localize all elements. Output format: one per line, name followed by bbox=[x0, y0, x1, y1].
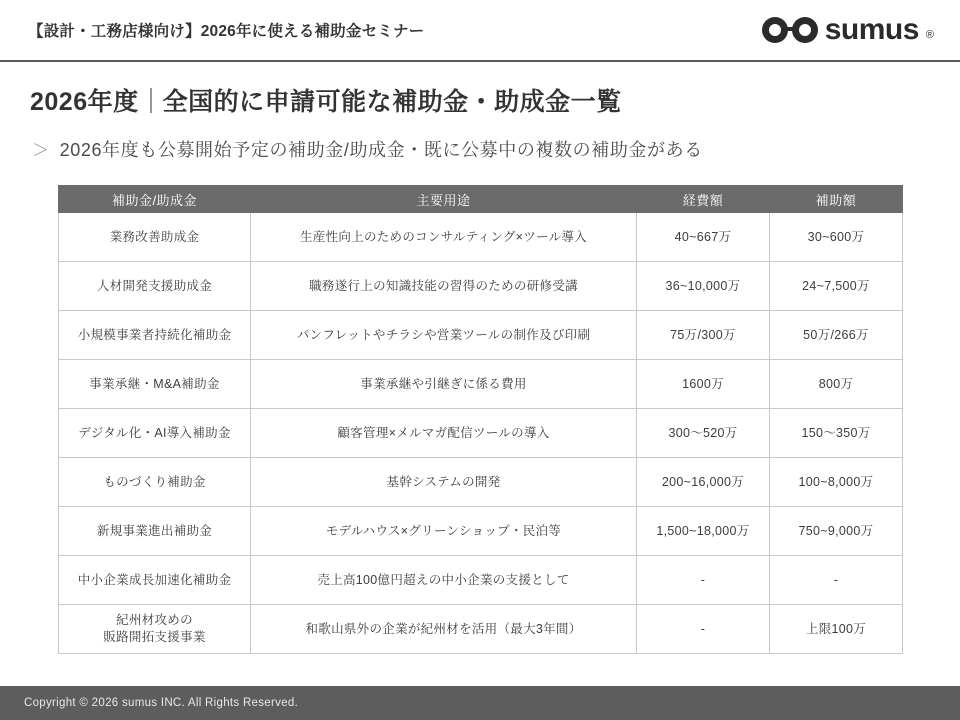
cell-grant-use: 職務遂行上の知識技能の習得のための研修受講 bbox=[251, 262, 637, 311]
cell-grant-name: 業務改善助成金 bbox=[59, 213, 251, 262]
cell-grant-cost: - bbox=[637, 605, 770, 654]
cell-grant-use: 事業承継や引継ぎに係る費用 bbox=[251, 360, 637, 409]
cell-grant-name: 新規事業進出補助金 bbox=[59, 507, 251, 556]
cell-grant-use: 売上高100億円超えの中小企業の支援として bbox=[251, 556, 637, 605]
glasses-logo-icon bbox=[762, 17, 818, 43]
table-row bbox=[59, 213, 903, 262]
cell-grant-cost: 36~10,000万 bbox=[637, 262, 770, 311]
cell-grant-amount: 150〜350万 bbox=[770, 409, 903, 458]
cell-grant-amount: 800万 bbox=[770, 360, 903, 409]
cell-grant-use: モデルハウス×グリーンショップ・民泊等 bbox=[251, 507, 637, 556]
grants-table bbox=[58, 185, 903, 654]
cell-grant-cost: 75万/300万 bbox=[637, 311, 770, 360]
grants-table-container bbox=[58, 185, 902, 654]
table-row bbox=[59, 262, 903, 311]
slide-footer bbox=[0, 686, 960, 720]
header-title: 【設計・工務店様向け】2026年に使える補助金セミナー bbox=[28, 23, 425, 40]
cell-grant-name: 事業承継・M&A補助金 bbox=[59, 360, 251, 409]
cell-grant-amount: 50万/266万 bbox=[770, 311, 903, 360]
table-row bbox=[59, 458, 903, 507]
cell-grant-use: パンフレットやチラシや営業ツールの制作及び印刷 bbox=[251, 311, 637, 360]
cell-grant-name: 中小企業成長加速化補助金 bbox=[59, 556, 251, 605]
table-row bbox=[59, 507, 903, 556]
cell-grant-name-line2: 販路開拓支援事業 bbox=[103, 630, 206, 644]
cell-grant-cost: 1,500~18,000万 bbox=[637, 507, 770, 556]
cell-grant-amount: - bbox=[770, 556, 903, 605]
column-header-amount: 補助額 bbox=[770, 186, 903, 213]
page-subtitle bbox=[32, 136, 703, 162]
cell-grant-name: ものづくり補助金 bbox=[59, 458, 251, 507]
cell-grant-name: デジタル化・AI導入補助金 bbox=[59, 409, 251, 458]
cell-grant-cost: - bbox=[637, 556, 770, 605]
cell-grant-amount: 30~600万 bbox=[770, 213, 903, 262]
cell-grant-amount: 750~9,000万 bbox=[770, 507, 903, 556]
cell-grant-use: 顧客管理×メルマガ配信ツールの導入 bbox=[251, 409, 637, 458]
chevron-right-icon: ＞ bbox=[32, 141, 50, 160]
table-row bbox=[59, 556, 903, 605]
cell-grant-name: 小規模事業者持続化補助金 bbox=[59, 311, 251, 360]
logo-text: sumus bbox=[824, 13, 919, 46]
cell-grant-cost: 200~16,000万 bbox=[637, 458, 770, 507]
slide-header bbox=[0, 0, 960, 62]
cell-grant-use: 基幹システムの開発 bbox=[251, 458, 637, 507]
cell-grant-cost: 40~667万 bbox=[637, 213, 770, 262]
page-title-year: 2026年度 bbox=[30, 88, 139, 116]
page-title-main: 全国的に申請可能な補助金・助成金一覧 bbox=[162, 88, 622, 116]
cell-grant-amount: 上限100万 bbox=[770, 605, 903, 654]
brand-logo bbox=[762, 15, 960, 45]
cell-grant-amount: 24~7,500万 bbox=[770, 262, 903, 311]
table-row bbox=[59, 409, 903, 458]
column-header-cost: 経費額 bbox=[637, 186, 770, 213]
table-row bbox=[59, 311, 903, 360]
page-title bbox=[30, 82, 622, 118]
column-header-name: 補助金/助成金 bbox=[59, 186, 251, 213]
cell-grant-cost: 300〜520万 bbox=[637, 409, 770, 458]
table-row bbox=[59, 360, 903, 409]
title-divider bbox=[150, 88, 152, 113]
cell-grant-name: 人材開発支援助成金 bbox=[59, 262, 251, 311]
registered-mark: ® bbox=[925, 29, 934, 41]
table-header-row bbox=[59, 186, 903, 213]
copyright-text: Copyright © 2026 sumus INC. All Rights Reserved. bbox=[24, 697, 299, 709]
cell-grant-cost: 1600万 bbox=[637, 360, 770, 409]
cell-grant-use: 和歌山県外の企業が紀州材を活用（最大3年間） bbox=[251, 605, 637, 654]
column-header-use: 主要用途 bbox=[251, 186, 637, 213]
cell-grant-amount: 100~8,000万 bbox=[770, 458, 903, 507]
page-subtitle-text: 2026年度も公募開始予定の補助金/助成金・既に公募中の複数の補助金がある bbox=[59, 140, 703, 160]
cell-grant-use: 生産性向上のためのコンサルティング×ツール導入 bbox=[251, 213, 637, 262]
cell-grant-name-line1: 紀州材攻めの bbox=[116, 613, 193, 628]
table-row bbox=[59, 605, 903, 654]
cell-grant-name bbox=[59, 605, 251, 654]
